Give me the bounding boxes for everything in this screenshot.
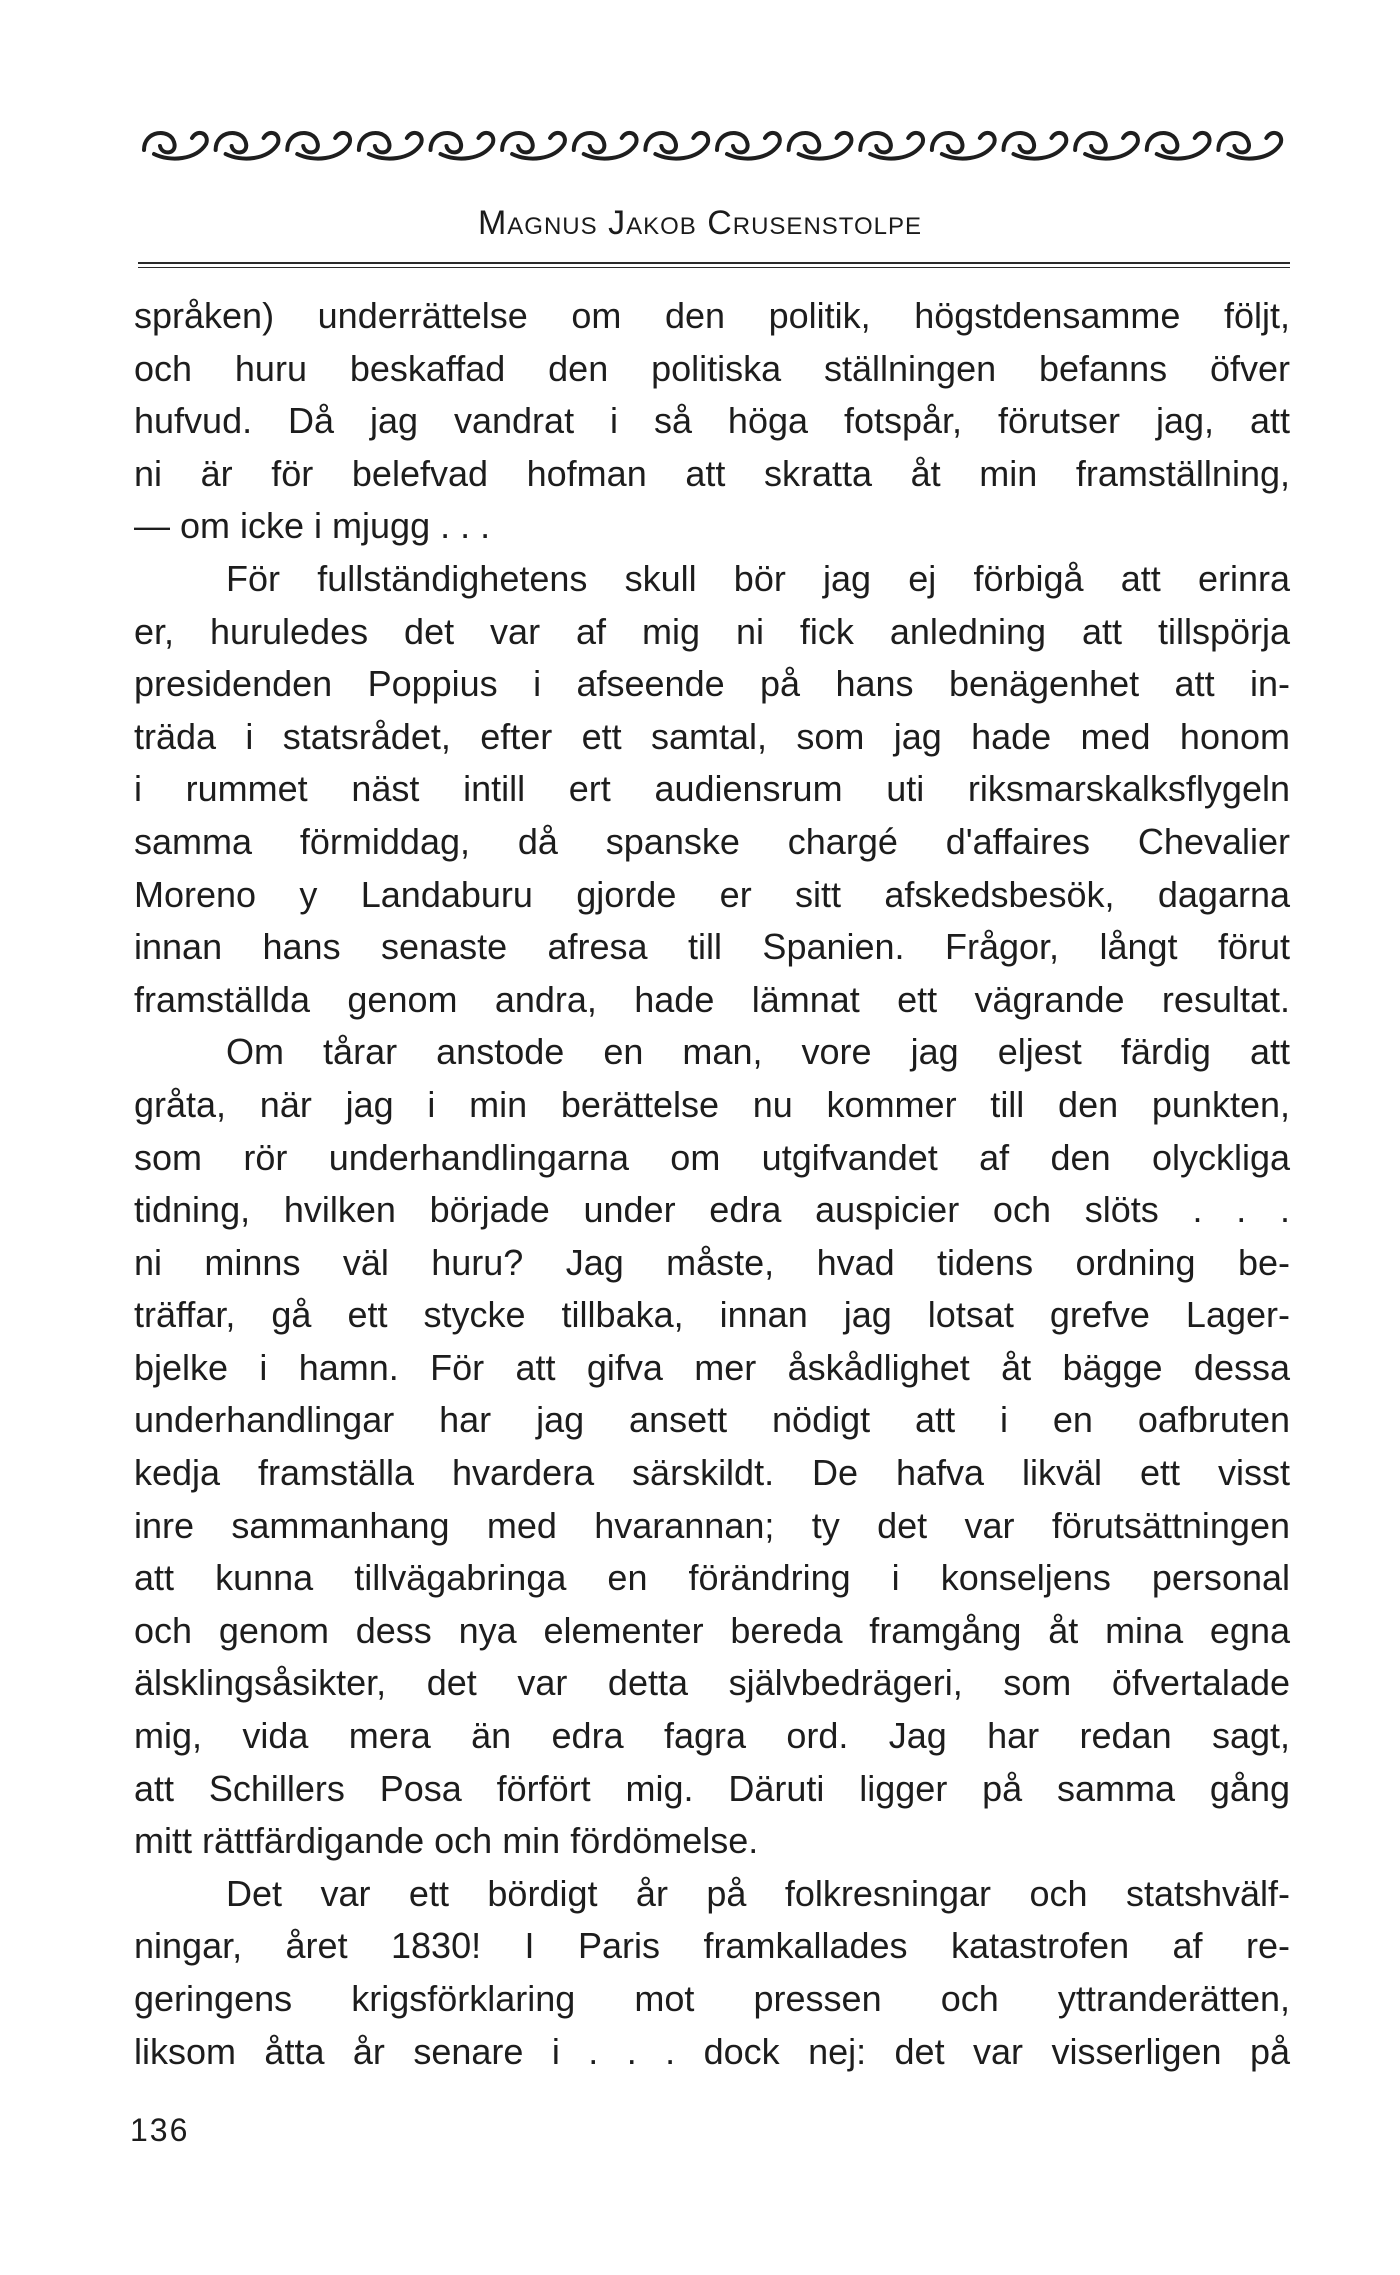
text-line: hufvud. Då jag vandrat i så höga fotspår, förutser jag, att	[134, 400, 1290, 442]
text-line: Moreno y Landaburu gjorde er sitt afskedsbesök, dagarna	[134, 873, 1290, 915]
text-line: bjelke i hamn. För att gifva mer åskådlighet åt bägge dessa	[134, 1346, 1290, 1388]
text-line: ni minns väl huru? Jag måste, hvad tidens ordning be-	[134, 1241, 1290, 1283]
ornament-scroll	[645, 133, 708, 159]
ornament-scroll	[1075, 133, 1138, 159]
text-line: älsklingsåsikter, det var detta självbedrägeri, som öfvertalade	[134, 1662, 1290, 1704]
ornament-scroll	[1218, 133, 1281, 159]
ornament-scroll	[1004, 133, 1067, 159]
text-line: gråta, när jag i min berättelse nu kommer till den punkten,	[134, 1083, 1290, 1125]
text-line: och huru beskaffad den politiska ställningen befanns öfver	[134, 347, 1290, 389]
text-line: inre sammanhang med hvarannan; ty det var förutsättningen	[134, 1504, 1290, 1546]
ornament-scroll	[144, 133, 207, 159]
text-line: ni är för belefvad hofman att skratta åt min framställning,	[134, 452, 1290, 494]
paragraph	[134, 553, 1290, 1026]
paragraph	[134, 290, 1290, 553]
text-line: mitt rättfärdigande och min fördömelse.	[134, 1820, 759, 1862]
text-line: För fullständighetens skull bör jag ej förbigå att erinra	[226, 557, 1290, 599]
body-text	[134, 290, 1290, 2078]
text-line: innan hans senaste afresa till Spanien. Frågor, långt förut	[134, 926, 1290, 968]
text-line: och genom dess nya elementer bereda framgång åt mina egna	[134, 1609, 1290, 1651]
text-line: mig, vida mera än edra fagra ord. Jag har redan sagt,	[134, 1715, 1290, 1757]
ornament-scroll	[1147, 133, 1210, 159]
text-line: träffar, gå ett stycke tillbaka, innan jag lotsat grefve Lager-	[134, 1294, 1290, 1336]
ornament-scroll	[216, 133, 279, 159]
text-line: Det var ett bördigt år på folkresningar och statshvälf-	[226, 1872, 1290, 1914]
text-line: i rummet näst intill ert audiensrum uti riksmarskalksflygeln	[134, 768, 1290, 810]
text-line: Om tårar anstode en man, vore jag eljest färdig att	[226, 1031, 1290, 1073]
text-line: att Schillers Posa förfört mig. Däruti ligger på samma gång	[134, 1767, 1290, 1809]
paragraph	[134, 1026, 1290, 1868]
header-rule-thin	[138, 267, 1290, 268]
text-line: framställda genom andra, hade lämnat ett vägrande resultat.	[134, 978, 1290, 1020]
ornament-scroll	[860, 133, 923, 159]
text-line: tidning, hvilken började under edra auspicier och slöts . . .	[134, 1189, 1290, 1231]
text-line: som rör underhandlingarna om utgifvandet af den olyckliga	[134, 1136, 1290, 1178]
scroll-ornament-border	[140, 116, 1286, 170]
text-line: presidenden Poppius i afseende på hans benägenhet att in-	[134, 663, 1290, 705]
ornament-scroll	[359, 133, 422, 159]
text-line: liksom åtta år senare i . . . dock nej: det var visserligen på	[134, 2030, 1290, 2072]
running-header: Magnus Jakob Crusenstolpe	[477, 204, 923, 242]
paragraph	[134, 1868, 1290, 2078]
text-line: geringens krigsförklaring mot pressen och yttranderätten,	[134, 1978, 1290, 2019]
ornament-scroll	[287, 133, 350, 159]
ornament-scroll	[574, 133, 637, 159]
text-line: kedja framställa hvardera särskildt. De hafva likväl ett visst	[134, 1452, 1290, 1494]
text-line: underhandlingar har jag ansett nödigt att i en oafbruten	[134, 1399, 1290, 1441]
ornament-scroll	[789, 133, 852, 159]
ornament-scroll	[431, 133, 494, 159]
text-line: ningar, året 1830! I Paris framkallades katastrofen af re-	[134, 1925, 1290, 1967]
text-line: — om icke i mjugg . . .	[134, 505, 491, 547]
text-line: träda i statsrådet, efter ett samtal, som jag hade med honom	[134, 715, 1290, 757]
text-line: er, huruledes det var af mig ni fick anledning att tillspörja	[134, 610, 1290, 652]
ornament-scroll	[932, 133, 995, 159]
text-line: att kunna tillvägabringa en förändring i konseljens personal	[134, 1557, 1290, 1599]
page-number: 136	[130, 2112, 190, 2148]
text-line: språken) underrättelse om den politik, högstdensamme följt,	[134, 295, 1290, 336]
text-line: samma förmiddag, då spanske chargé d'affaires Chevalier	[134, 820, 1290, 862]
ornament-scroll	[502, 133, 565, 159]
header-rule	[138, 262, 1290, 264]
ornament-scroll	[717, 133, 780, 159]
